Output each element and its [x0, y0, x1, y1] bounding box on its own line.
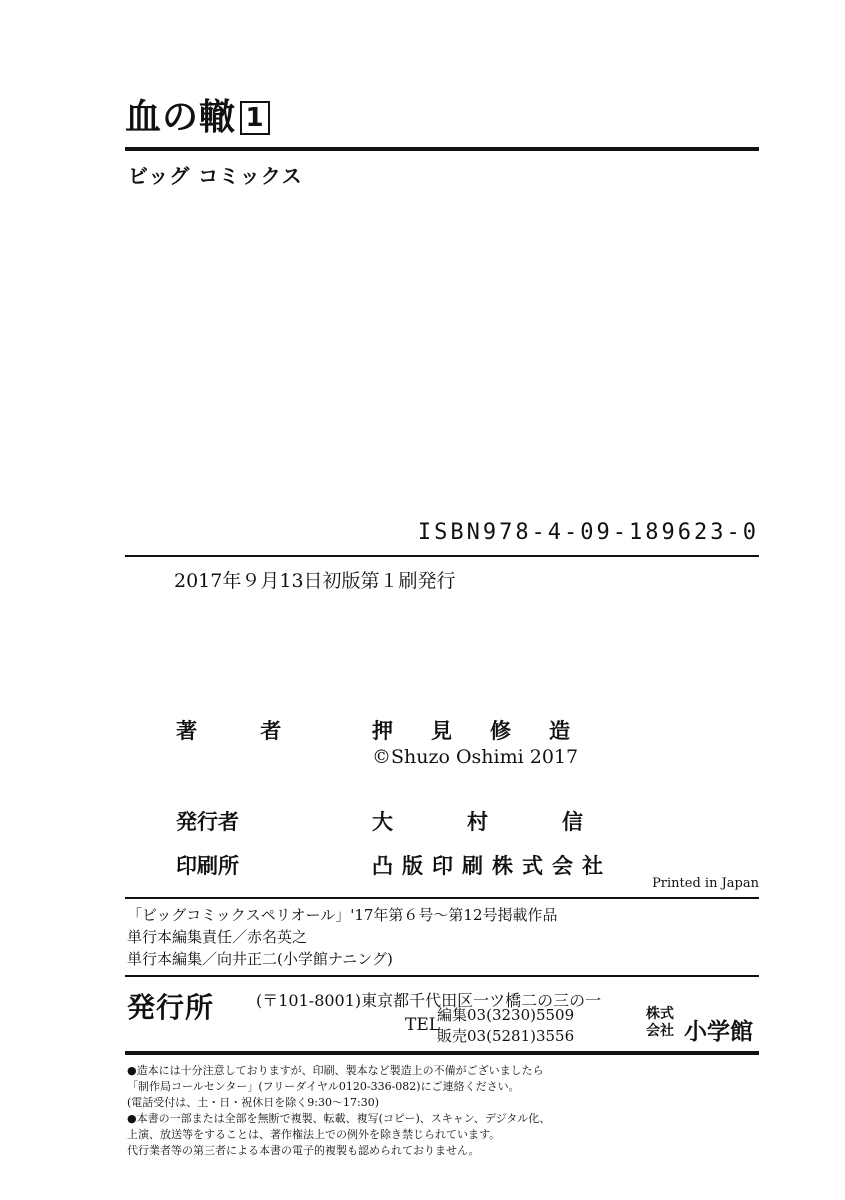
printer-name: 凸版印刷株式会社: [372, 853, 612, 878]
company-prefix-2: 会社: [646, 1023, 674, 1039]
isbn: ISBN978-4-09-189623-0: [417, 520, 759, 545]
fine-print-line: ●本書の一部または全部を無断で複製、転載、複写(コピー)、スキャン、デジタル化、: [127, 1112, 551, 1125]
fine-print-line: 上演、放送等をすることは、著作権法上での例外を除き禁じられています。: [127, 1128, 501, 1141]
series-name: ビッグ コミックス: [128, 164, 303, 188]
author-label: 著 者: [176, 718, 310, 743]
fine-print-line: 「制作局コールセンター」(フリーダイヤル0120-336-082)にご連絡ください。: [127, 1080, 520, 1093]
company-name: 小学館: [684, 1019, 753, 1045]
title-rule: [125, 147, 759, 151]
isbn-rule: [125, 555, 759, 557]
book-title: [125, 97, 270, 138]
company-prefix-1: 株式: [646, 1006, 674, 1022]
tel-editorial: 編集03(3230)5509: [437, 1006, 575, 1024]
copyright: ©Shuzo Oshimi 2017: [372, 746, 579, 768]
first-edition-date: 2017年９月13日初版第１刷発行: [174, 570, 456, 592]
editor: 単行本編集／向井正二(小学館ナニング): [127, 950, 393, 968]
tel-sales: 販売03(5281)3556: [437, 1027, 575, 1045]
credits-rule: [125, 897, 759, 899]
title-text: 血の轍: [125, 97, 237, 138]
tel-label: TEL: [405, 1015, 441, 1035]
publisher-label: 発行所: [127, 991, 215, 1024]
publisher-person-name: 大村信: [372, 809, 657, 834]
serialization-note: 「ビッグコミックスペリオール」'17年第６号〜第12号掲載作品: [127, 906, 558, 924]
volume-number: 1: [240, 101, 270, 135]
company-prefix: [646, 1006, 674, 1040]
fine-print-line: ●造本には十分注意しておりますが、印刷、製本など製造上の不備がございましたら: [127, 1064, 544, 1077]
fine-print-line: (電話受付は、土・日・祝休日を除く9:30〜17:30): [127, 1096, 379, 1109]
notes-rule: [125, 975, 759, 977]
printed-in: Printed in Japan: [652, 876, 759, 891]
editor-in-charge: 単行本編集責任／赤名英之: [127, 928, 308, 946]
publisher-rule: [125, 1051, 759, 1055]
publisher-person-label: 発行者: [176, 809, 239, 834]
author-name: 押見修造: [372, 718, 608, 743]
publisher-address: (〒101-8001)東京都千代田区一ツ橋二の三の一: [256, 991, 602, 1010]
fine-print-line: 代行業者等の第三者による本書の電子的複製も認められておりません。: [127, 1144, 480, 1157]
printer-label: 印刷所: [176, 853, 239, 878]
tel-numbers: [437, 1005, 574, 1047]
